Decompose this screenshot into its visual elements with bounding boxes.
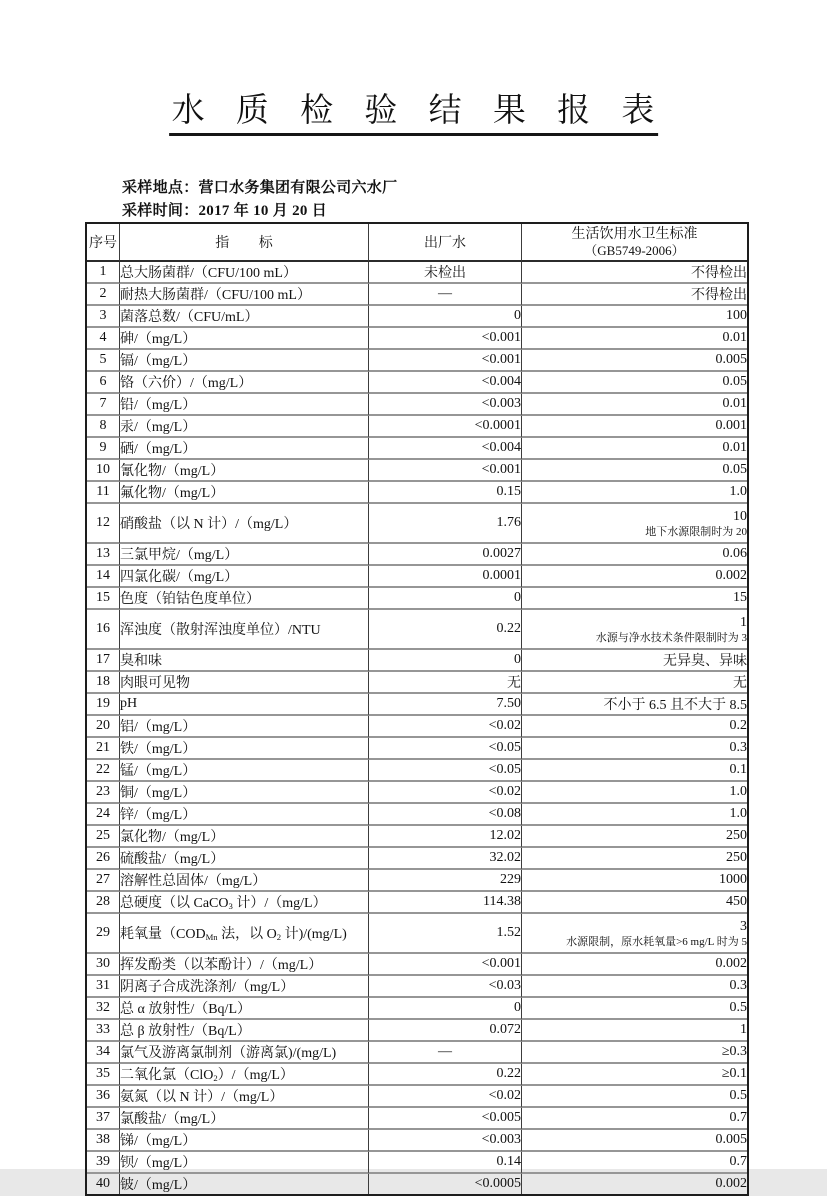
indicator-cell: pH: [120, 694, 369, 716]
row-number: 26: [87, 848, 120, 870]
standard-value: 0.002: [522, 954, 747, 976]
standard-value: 1.0: [522, 482, 747, 504]
table-row: [87, 328, 747, 350]
standard-value: ≥0.3: [522, 1042, 747, 1064]
indicator-cell: 色度（铂钴色度单位）: [120, 588, 369, 610]
table-body: [87, 262, 747, 1194]
factory-water-value: 114.38: [369, 892, 522, 914]
indicator-cell: 氰化物/（mg/L）: [120, 460, 369, 482]
standard-note: 水源与净水技术条件限制时为 3: [595, 631, 747, 644]
row-number: 7: [87, 394, 120, 416]
row-number: 5: [87, 350, 120, 372]
indicator-cell: 铅/（mg/L）: [120, 394, 369, 416]
table-row: [87, 438, 747, 460]
table-row: [87, 738, 747, 760]
factory-water-value: <0.03: [369, 976, 522, 998]
indicator-cell: 氯气及游离氯制剂（游离氯)/(mg/L): [120, 1042, 369, 1064]
standard-value: 0.05: [522, 372, 747, 394]
factory-water-value: 1.52: [369, 914, 522, 954]
report-table: [85, 222, 749, 1196]
row-number: 27: [87, 870, 120, 892]
row-number: 15: [87, 588, 120, 610]
table-row: [87, 610, 747, 650]
table-row: [87, 1086, 747, 1108]
standard-header-line1: 生活饮用水卫生标准: [571, 226, 698, 242]
table-row: [87, 1130, 747, 1152]
standard-value: 0.7: [522, 1152, 747, 1174]
standard-value: 无异臭、异味: [522, 650, 747, 672]
row-number: 25: [87, 826, 120, 848]
row-number: 16: [87, 610, 120, 650]
factory-water-value: <0.05: [369, 738, 522, 760]
row-number: 13: [87, 544, 120, 566]
standard-value: 不得检出: [522, 284, 747, 306]
indicator-cell: 铬（六价）/（mg/L）: [120, 372, 369, 394]
table-row: [87, 544, 747, 566]
indicator-cell: 硝酸盐（以 N 计）/（mg/L）: [120, 504, 369, 544]
table-row: [87, 694, 747, 716]
row-number: 10: [87, 460, 120, 482]
table-row: [87, 394, 747, 416]
table-row: [87, 826, 747, 848]
table-row: [87, 460, 747, 482]
sampling-location: 采样地点：营口水务集团有限公司六水厂: [122, 180, 398, 196]
table-row: [87, 892, 747, 914]
factory-water-value: <0.02: [369, 716, 522, 738]
indicator-cell: 锰/（mg/L）: [120, 760, 369, 782]
factory-water-value: 0.15: [369, 482, 522, 504]
row-number: 8: [87, 416, 120, 438]
standard-value: 0.5: [522, 1086, 747, 1108]
row-number: 3: [87, 306, 120, 328]
row-number: 18: [87, 672, 120, 694]
standard-value: 0.01: [522, 394, 747, 416]
standard-value: 不小于 6.5 且不大于 8.5: [522, 694, 747, 716]
table-row: [87, 1108, 747, 1130]
table-row: [87, 870, 747, 892]
factory-water-value: 无: [369, 672, 522, 694]
factory-water-value: <0.001: [369, 460, 522, 482]
indicator-cell: 铜/（mg/L）: [120, 782, 369, 804]
indicator-cell: 汞/（mg/L）: [120, 416, 369, 438]
indicator-cell: 三氯甲烷/（mg/L）: [120, 544, 369, 566]
indicator-cell: 总 α 放射性/（Bq/L）: [120, 998, 369, 1020]
factory-water-value: <0.003: [369, 394, 522, 416]
indicator-cell: 挥发酚类（以苯酚计）/（mg/L）: [120, 954, 369, 976]
standard-value: 1000: [522, 870, 747, 892]
standard-value: 0.01: [522, 438, 747, 460]
standard-note: 水源限制，原水耗氧量>6 mg/L 时为 5: [566, 935, 747, 948]
indicator-cell: 砷/（mg/L）: [120, 328, 369, 350]
standard-value: 0.002: [715, 1176, 747, 1191]
table-row: [87, 262, 747, 284]
table-row: [87, 998, 747, 1020]
factory-water-value: 0.072: [369, 1020, 522, 1042]
table-row: [87, 848, 747, 870]
factory-water-value: 32.02: [369, 848, 522, 870]
indicator-cell: 氯化物/（mg/L）: [120, 826, 369, 848]
table-row: [87, 914, 747, 954]
table-row: [87, 306, 747, 328]
indicator-cell: 溶解性总固体/（mg/L）: [120, 870, 369, 892]
table-row: [87, 716, 747, 738]
row-number: 23: [87, 782, 120, 804]
standard-header-line2: （GB5749-2006）: [584, 242, 685, 258]
standard-value: 0.002: [522, 566, 747, 588]
indicator-cell: 氯酸盐/（mg/L）: [120, 1108, 369, 1130]
indicator-cell: 臭和味: [120, 650, 369, 672]
standard-value: 0.3: [522, 976, 747, 998]
standard-value: 250: [522, 848, 747, 870]
sampling-time: 采样时间：2017 年 10 月 20 日: [122, 203, 328, 219]
column-header-standard: [522, 224, 747, 262]
factory-water-value: 0.0027: [369, 544, 522, 566]
row-number: 24: [87, 804, 120, 826]
factory-water-value: <0.005: [369, 1108, 522, 1130]
standard-value: 0.7: [522, 1108, 747, 1130]
table-row: [87, 416, 747, 438]
table-row: [87, 504, 747, 544]
standard-value: 450: [522, 892, 747, 914]
table-row: [87, 672, 747, 694]
column-header-factory-water: 出厂水: [369, 224, 522, 262]
indicator-cell: 四氯化碳/（mg/L）: [120, 566, 369, 588]
table-row: [87, 350, 747, 372]
indicator-cell: 总大肠菌群/（CFU/100 mL）: [120, 262, 369, 284]
row-number: 20: [87, 716, 120, 738]
row-number: 17: [87, 650, 120, 672]
table-row: [87, 976, 747, 998]
row-number: 33: [87, 1020, 120, 1042]
factory-water-value: 0.0001: [369, 566, 522, 588]
standard-value: 0.01: [522, 328, 747, 350]
factory-water-value: <0.003: [369, 1130, 522, 1152]
factory-water-value: <0.001: [369, 954, 522, 976]
row-number: 38: [87, 1130, 120, 1152]
factory-water-value: <0.001: [369, 350, 522, 372]
indicator-cell: 耗氧量（$COD_{Mn}$ 法，以 $O_2$ 计)/(mg/L): [120, 914, 369, 954]
standard-note: 地下水源限制时为 20: [645, 525, 747, 538]
table-row: [87, 1152, 747, 1174]
row-number: 1: [87, 262, 120, 284]
factory-water-value: <0.08: [369, 804, 522, 826]
factory-water-value: 12.02: [369, 826, 522, 848]
indicator-cell: 氨氮（以 N 计）/（mg/L）: [120, 1086, 369, 1108]
indicator-cell: 锌/（mg/L）: [120, 804, 369, 826]
indicator-cell: 二氧化氯（ClO$_2$）/（mg/L）: [120, 1064, 369, 1086]
standard-value: 0.005: [522, 1130, 747, 1152]
indicator-cell: 硒/（mg/L）: [120, 438, 369, 460]
row-number: 19: [87, 694, 120, 716]
indicator-cell: 钡/（mg/L）: [120, 1152, 369, 1174]
standard-value: 250: [522, 826, 747, 848]
row-number: 2: [87, 284, 120, 306]
standard-value: 不得检出: [522, 262, 747, 284]
standard-value: 0.005: [522, 350, 747, 372]
factory-water-value: 229: [369, 870, 522, 892]
indicator-cell: 氟化物/（mg/L）: [120, 482, 369, 504]
factory-water-value: <0.0001: [369, 416, 522, 438]
row-number: 28: [87, 892, 120, 914]
standard-value: 0.001: [522, 416, 747, 438]
factory-water-value: <0.02: [369, 782, 522, 804]
standard-value: 0.06: [522, 544, 747, 566]
table-row: [87, 588, 747, 610]
row-number: 11: [87, 482, 120, 504]
table-row: [87, 284, 747, 306]
row-number: 37: [87, 1108, 120, 1130]
factory-water-value: 0.14: [369, 1152, 522, 1174]
table-row: [87, 650, 747, 672]
standard-value: ≥0.1: [522, 1064, 747, 1086]
table-row: [87, 804, 747, 826]
standard-value: 0.05: [522, 460, 747, 482]
row-number: 6: [87, 372, 120, 394]
standard-cell: [522, 610, 747, 650]
table-row: [87, 482, 747, 504]
standard-value: 1.0: [522, 804, 747, 826]
indicator-cell: 肉眼可见物: [120, 672, 369, 694]
row-number: 35: [87, 1064, 120, 1086]
row-number: 34: [87, 1042, 120, 1064]
document-title: 水 质 检 验 结 果 报 表: [169, 92, 659, 136]
factory-water-value: <0.004: [369, 438, 522, 460]
row-number: 9: [87, 438, 120, 460]
factory-water-value: 0: [369, 588, 522, 610]
factory-water-value: <0.004: [369, 372, 522, 394]
row-number: 14: [87, 566, 120, 588]
row-number: 29: [87, 914, 120, 954]
factory-water-value: 0.22: [369, 1064, 522, 1086]
factory-water-value: <0.02: [369, 1086, 522, 1108]
indicator-cell: 镉/（mg/L）: [120, 350, 369, 372]
table-row: [87, 372, 747, 394]
factory-water-value: —: [369, 284, 522, 306]
factory-water-value: <0.001: [369, 328, 522, 350]
row-number: 40: [87, 1174, 120, 1194]
indicator-cell: 浑浊度（散射浑浊度单位）/NTU: [120, 610, 369, 650]
indicator-cell: 锑/（mg/L）: [120, 1130, 369, 1152]
factory-water-value: 0: [369, 306, 522, 328]
standard-value: 0.5: [522, 998, 747, 1020]
row-number: 31: [87, 976, 120, 998]
table-row: [87, 566, 747, 588]
row-number: 21: [87, 738, 120, 760]
table-row: [87, 760, 747, 782]
factory-water-value: 0: [369, 998, 522, 1020]
standard-value: 3: [740, 918, 747, 934]
indicator-cell: 菌落总数/（CFU/mL）: [120, 306, 369, 328]
table-row: [87, 1064, 747, 1086]
factory-water-value: <0.0005: [369, 1174, 522, 1194]
standard-value: 无: [522, 672, 747, 694]
row-number: 12: [87, 504, 120, 544]
sampling-meta: [122, 177, 397, 223]
standard-value: 0.3: [522, 738, 747, 760]
indicator-cell: 阴离子合成洗涤剂/（mg/L）: [120, 976, 369, 998]
factory-water-value: —: [369, 1042, 522, 1064]
factory-water-value: 1.76: [369, 504, 522, 544]
standard-value: 0.2: [522, 716, 747, 738]
table-row: [87, 1174, 747, 1194]
standard-cell: [522, 914, 747, 954]
indicator-cell: 总硬度（以 CaCO$_3$ 计）/（mg/L）: [120, 892, 369, 914]
indicator-cell: 铝/（mg/L）: [120, 716, 369, 738]
indicator-cell: 铁/（mg/L）: [120, 738, 369, 760]
indicator-cell: 总 β 放射性/（Bq/L）: [120, 1020, 369, 1042]
column-header-no: 序号: [87, 224, 120, 262]
row-number: 4: [87, 328, 120, 350]
column-header-indicator: 指 标: [120, 224, 369, 262]
row-number: 39: [87, 1152, 120, 1174]
row-number: 22: [87, 760, 120, 782]
factory-water-value: 0: [369, 650, 522, 672]
standard-value: 1: [740, 614, 747, 630]
row-number: 36: [87, 1086, 120, 1108]
table-row: [87, 1042, 747, 1064]
standard-value: 1: [522, 1020, 747, 1042]
indicator-cell: 耐热大肠菌群/（CFU/100 mL）: [120, 284, 369, 306]
standard-value: 15: [522, 588, 747, 610]
table-row: [87, 954, 747, 976]
factory-water-value: 0.22: [369, 610, 522, 650]
standard-cell: [522, 504, 747, 544]
standard-value: 100: [522, 306, 747, 328]
standard-value: 0.1: [522, 760, 747, 782]
standard-value: 10: [733, 508, 747, 524]
row-number: 30: [87, 954, 120, 976]
factory-water-value: 未检出: [369, 262, 522, 284]
factory-water-value: 7.50: [369, 694, 522, 716]
table-row: [87, 1020, 747, 1042]
row-number: 32: [87, 998, 120, 1020]
standard-value: 1.0: [522, 782, 747, 804]
indicator-cell: 铍/（mg/L）: [120, 1174, 369, 1194]
header-row: [87, 224, 747, 262]
factory-water-value: <0.05: [369, 760, 522, 782]
table-row: [87, 782, 747, 804]
indicator-cell: 硫酸盐/（mg/L）: [120, 848, 369, 870]
